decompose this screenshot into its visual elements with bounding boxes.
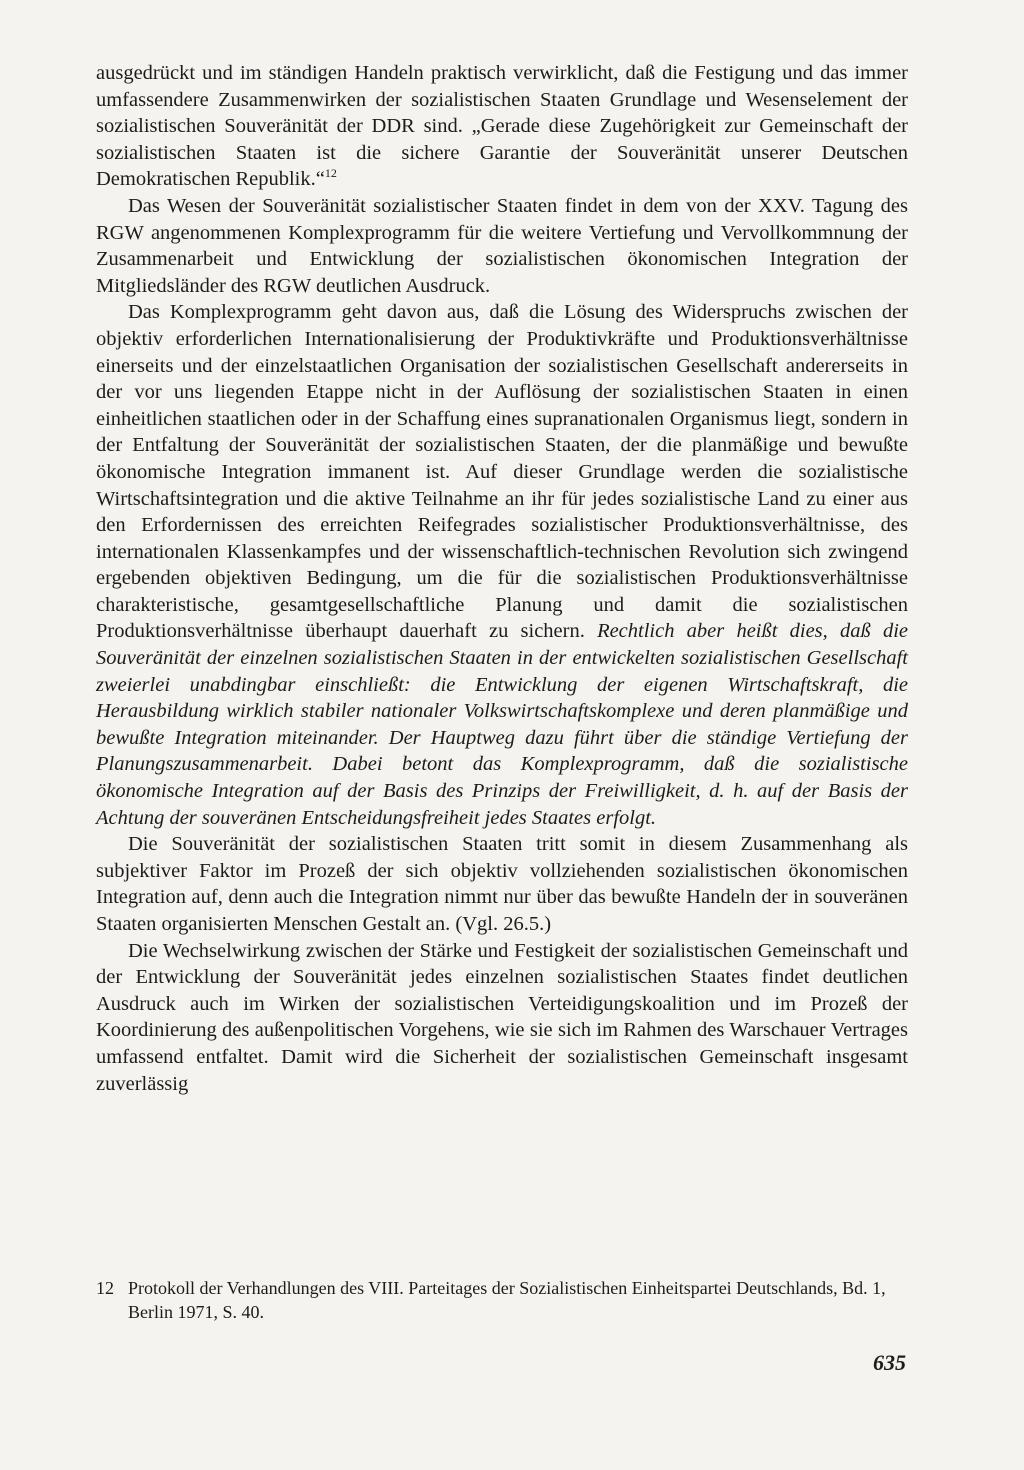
page-number: 635 [873,1350,906,1375]
text-segment: Das Wesen der Souveränität sozialistischer Staaten findet in dem von der XXV. Tagung des RGW angenommenen Komplexprogramm für die weitere Vertiefung und Vervollkommnung der Zusammenarbeit und Entwicklung der sozialistischen ökonomischen Integration der Mitgliedsländer des RGW deutlichen Ausdruck. [96,194,908,297]
paragraph [96,60,908,193]
text-segment: Die Wechselwirkung zwischen der Stärke und Festigkeit der sozialistischen Gemeinschaft und der Entwicklung der Souveränität jedes einzelnen sozialistischen Staates findet deutlichen Ausdruck auch im Wirken der sozialistischen Verteidigungskoalition und im Prozeß der Koordinierung des außenpolitischen Vorgehens, wie sie sich im Rahmen des Warschauer Vertrages umfassend entfaltet. Damit wird die Sicherheit der sozialistischen Gemeinschaft insgesamt zuverlässig [96,939,908,1095]
paragraph [96,299,908,831]
emphasized-text: Rechtlich aber heißt dies, daß die Souveränität der einzelnen sozialistischen Staaten in der entwickelten sozialistischen Gesellschaft zweierlei unabdingbar einschließt: die Entwicklung der eigenen Wirtschaftskraft, die Herausbildung wirklich stabiler nationaler Volkswirtschaftskomplexe und deren planmäßige und bewußte Integration miteinander. Der Hauptweg dazu führt über die ständige Vertiefung der Planungszusammenarbeit. Dabei betont das Komplexprogramm, daß die sozialistische ökonomische Integration auf der Basis des Prinzips der Freiwilligkeit, d. h. auf der Basis der Achtung der souveränen Entscheidungsfreiheit jedes Staates erfolgt. [96,620,908,829]
text-segment: Das Komplexprogramm geht davon aus, daß die Lösung des Widerspruchs zwischen der objektiv erforderlichen Internationalisierung der Produktivkräfte und Produktionsverhältnisse einerseits und der einzelstaatlichen Organisation der sozialistischen Gesellschaft andererseits in der vor uns liegenden Etappe nicht in der Auflösung der sozialistischen Staaten in einen einheitlichen staatlichen oder in der Schaffung eines supranationalen Organismus liegt, sondern in der Entfaltung der Souveränität der sozialistischen Staaten, der die planmäßige und bewußte ökonomische Integration immanent ist. Auf dieser Grundlage werden die sozialistische Wirtschaftsintegration und die aktive Teilnahme an ihr für jedes sozialistische Land zu einer aus den Erfordernissen des erreichten Reifegrades sozialistischer Produktionsverhältnisse, des internationalen Klassenkampfes und der wissenschaftlich-technischen Revolution sich zwingend ergebenden objektiven Bedingung, um die für die sozialistischen Produktionsverhältnisse charakteristische, gesamtgesellschaftliche Planung und damit die sozialistischen Produktionsverhältnisse überhaupt dauerhaft zu sichern. [96,301,908,643]
footnote-reference: 12 [324,166,337,181]
text-segment: Die Souveränität der sozialistischen Staaten tritt somit in diesem Zusammenhang als subjektiver Faktor im Prozeß der sich objektiv vollziehenden sozialistischen ökonomischen Integration auf, denn auch die Integration nimmt nur über das bewußte Handeln der in souveränen Staaten organisierten Menschen Gestalt an. (Vgl. 26.5.) [96,833,908,935]
text-segment: ausgedrückt und im ständigen Handeln praktisch verwirklicht, daß die Festigung und das immer umfassendere Zusammenwirken der sozialistischen Staaten Grundlage und Wesenselement der sozialistischen Souveränität der DDR sind. „Gerade diese Zugehörigkeit zur Gemeinschaft der sozialistischen Staaten ist die sichere Garantie der Souveränität unserer Deutschen Demokratischen Republik.“ [96,62,908,191]
body-text [96,60,908,1097]
paragraph [96,193,908,299]
footnote-number: 12 [96,1278,114,1298]
paragraph [96,831,908,937]
footnote [96,1276,908,1324]
paragraph [96,938,908,1098]
footnote-text: Protokoll der Verhandlungen des VIII. Parteitages der Sozialistischen Einheitspartei Deutschlands, Bd. 1, Berlin 1971, S. 40. [128,1278,886,1322]
